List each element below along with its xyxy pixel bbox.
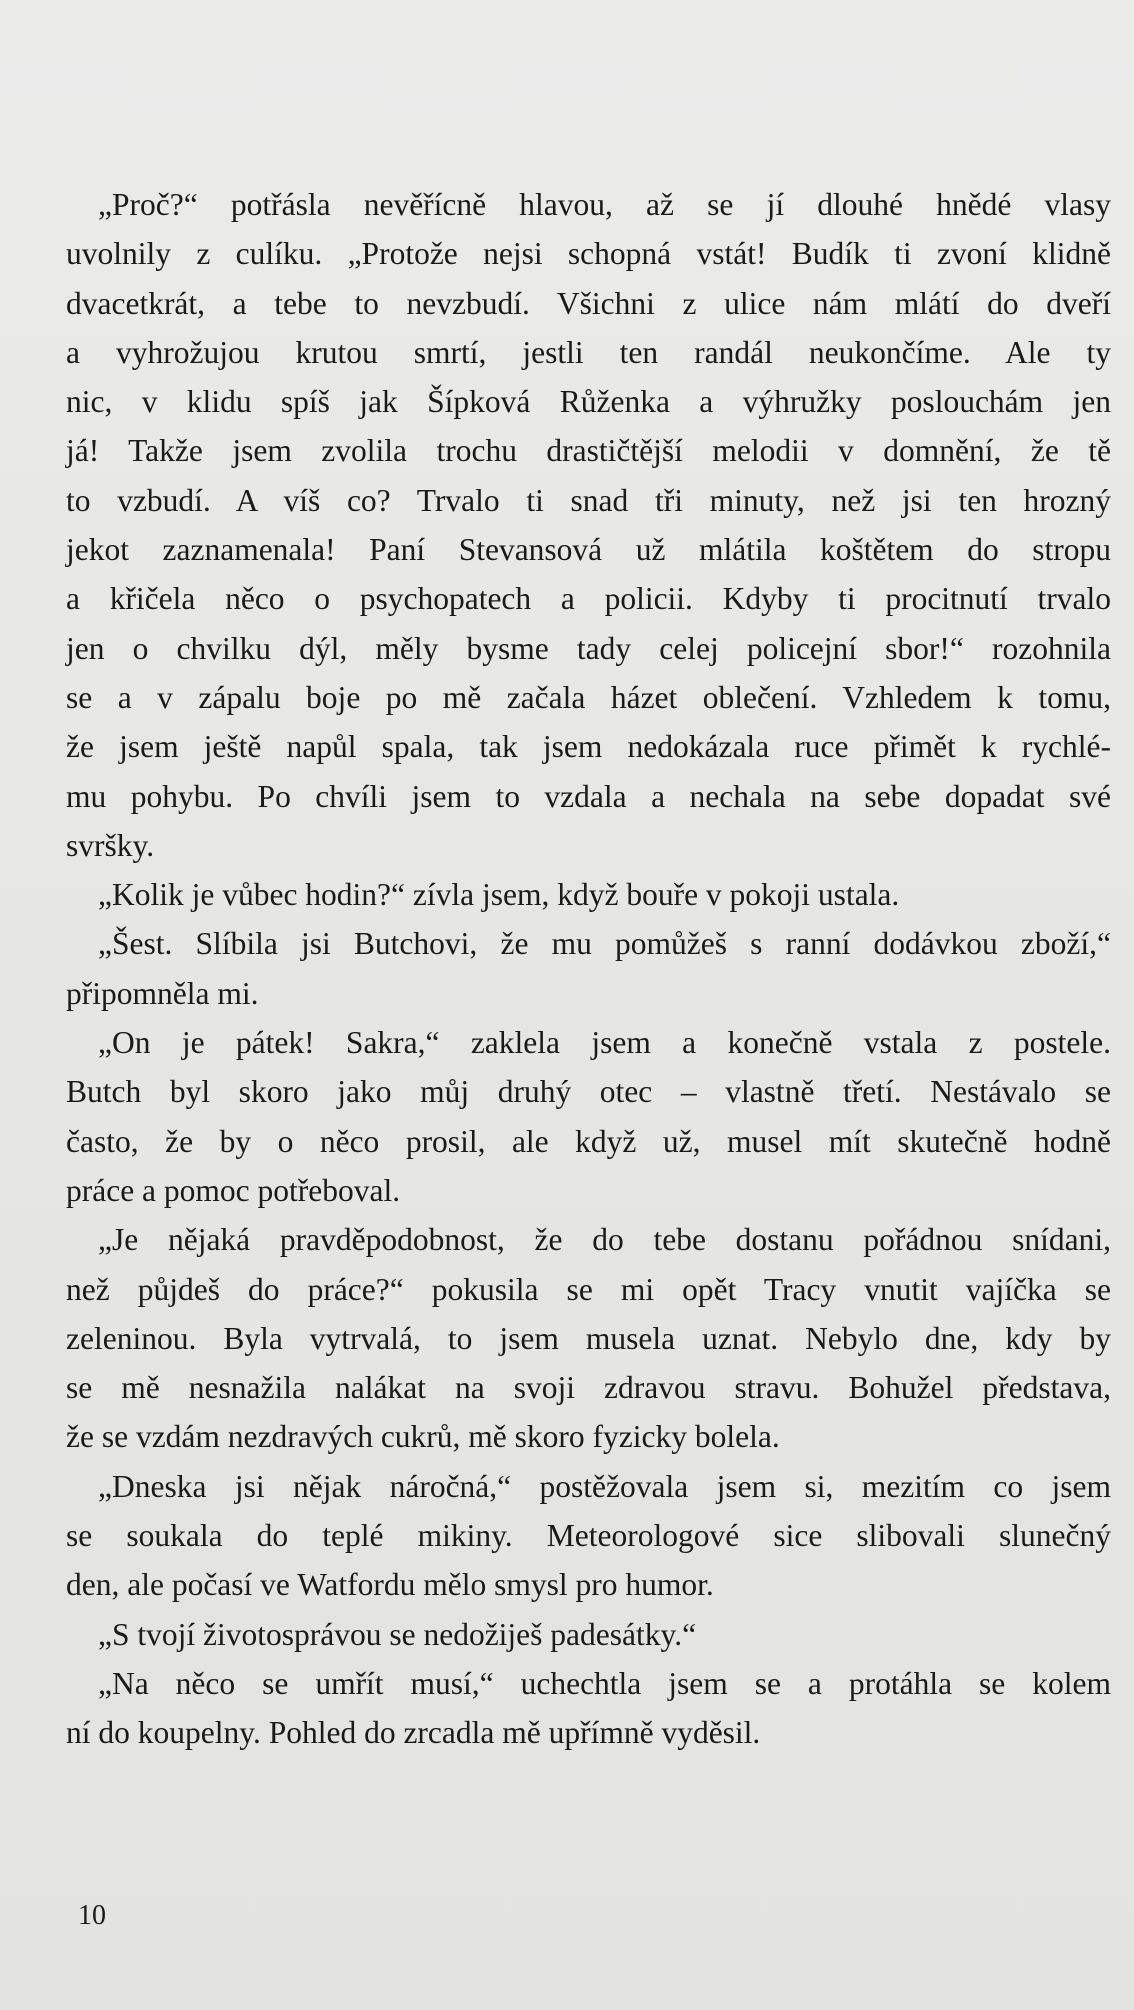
text-line: „Je nějaká pravděpodobnost, že do tebe dostanu pořádnou snídani, — [98, 1222, 1111, 1258]
text-line: a vyhrožujou krutou smrtí, jestli ten randál neukončíme. Ale ty — [66, 334, 1111, 370]
text-line: „On je pátek! Sakra,“ zaklela jsem a konečně vstala z postele. — [98, 1025, 1111, 1061]
text-line: že se vzdám nezdravých cukrů, mě skoro fyzicky bolela. — [66, 1419, 780, 1455]
text-line: se a v zápalu boje po mě začala házet oblečení. Vzhledem k tomu, — [66, 679, 1111, 715]
text-line: než půjdeš do práce?“ pokusila se mi opět Tracy vnutit vajíčka se — [66, 1271, 1111, 1307]
text-line: to vzbudí. A víš co? Trvalo ti snad tři minuty, než jsi ten hrozný — [66, 482, 1111, 518]
text-line: uvolnily z culíku. „Protože nejsi schopná vstát! Budík ti zvoní klidně — [66, 236, 1111, 272]
text-line: jekot zaznamenala! Paní Stevansová už mlátila koštětem do stropu — [66, 532, 1111, 568]
text-line: svršky. — [66, 827, 155, 863]
text-line: se mě nesnažila nalákat na svoji zdravou stravu. Bohužel představa, — [66, 1370, 1111, 1406]
text-line: že jsem ještě napůl spala, tak jsem nedokázala ruce přimět k rychlé- — [66, 729, 1111, 765]
text-line: den, ale počasí ve Watfordu mělo smysl pro humor. — [66, 1567, 714, 1603]
text-line: dvacetkrát, a tebe to nevzbudí. Všichni z ulice nám mlátí do dveří — [66, 285, 1111, 321]
text-line: „Šest. Slíbila jsi Butchovi, že mu pomůžeš s ranní dodávkou zboží,“ — [98, 926, 1111, 962]
text-line: ní do koupelny. Pohled do zrcadla mě upřímně vyděsil. — [66, 1715, 761, 1751]
body-text — [66, 180, 1111, 1758]
page-number: 10 — [78, 1900, 106, 1931]
text-line: nic, v klidu spíš jak Šípková Růženka a výhružky poslouchám jen — [66, 384, 1111, 420]
text-line: „Kolik je vůbec hodin?“ zívla jsem, když bouře v pokoji ustala. — [98, 877, 900, 913]
text-line: „Dneska jsi nějak náročná,“ postěžovala jsem si, mezitím co jsem — [98, 1468, 1111, 1504]
text-line: a křičela něco o psychopatech a policii. Kdyby ti procitnutí trvalo — [66, 581, 1111, 617]
text-line: zeleninou. Byla vytrvalá, to jsem musela uznat. Nebylo dne, kdy by — [66, 1320, 1111, 1356]
text-line: „Proč?“ potřásla nevěřícně hlavou, až se jí dlouhé hnědé vlasy — [98, 187, 1111, 222]
text-line: „S tvojí životosprávou se nedožiješ padesátky.“ — [98, 1616, 697, 1652]
text-line: často, že by o něco prosil, ale když už, musel mít skutečně hodně — [66, 1123, 1111, 1159]
text-line: se soukala do teplé mikiny. Meteorologové sice slibovali slunečný — [66, 1518, 1111, 1554]
text-line: „Na něco se umřít musí,“ uchechtla jsem se a protáhla se kolem — [98, 1665, 1111, 1701]
text-line: já! Takže jsem zvolila trochu drastičtější melodii v domnění, že tě — [66, 433, 1111, 469]
text-line: práce a pomoc potřeboval. — [66, 1172, 401, 1208]
text-line: Butch byl skoro jako můj druhý otec – vlastně třetí. Nestávalo se — [66, 1074, 1111, 1110]
text-line: mu pohybu. Po chvíli jsem to vzdala a nechala na sebe dopadat své — [66, 778, 1111, 814]
text-line: jen o chvilku dýl, měly bysme tady celej policejní sbor!“ rozohnila — [66, 630, 1111, 666]
text-line: připomněla mi. — [66, 975, 259, 1011]
